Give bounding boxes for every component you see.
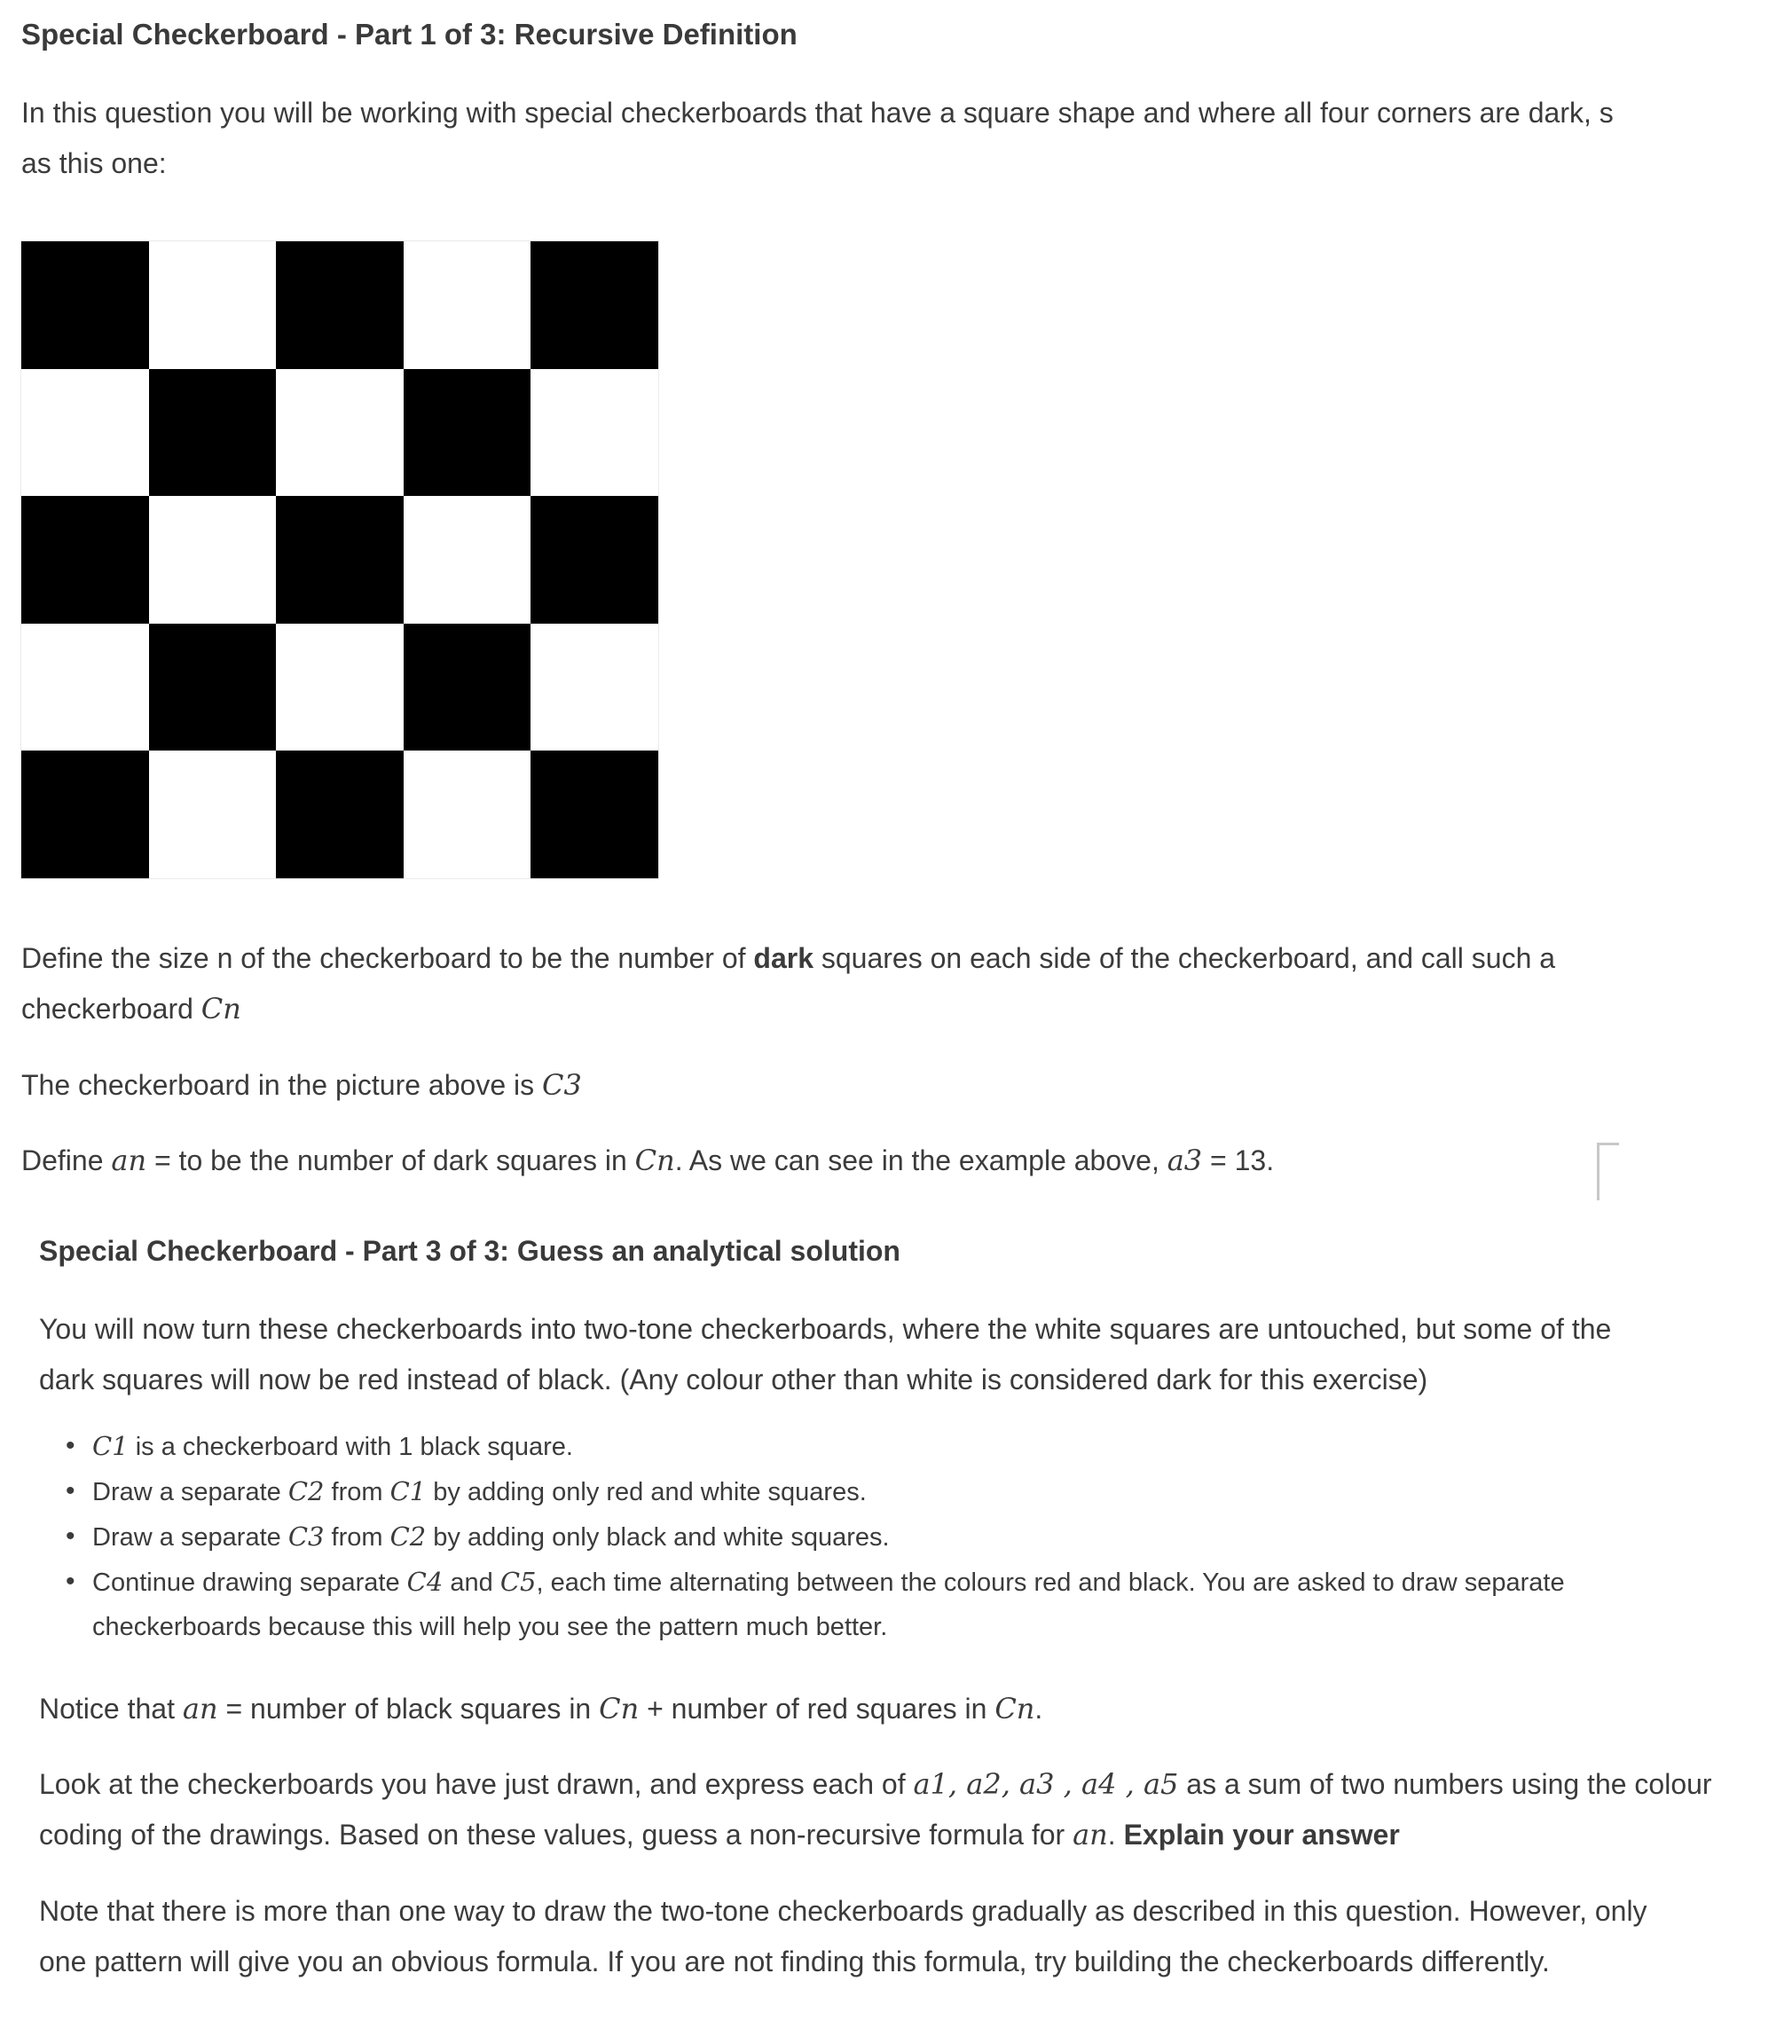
dark-square [531,496,658,624]
define-size-line2-text: checkerboard [21,993,201,1025]
list-item [39,1560,1565,1649]
light-square [404,241,531,369]
light-square [404,496,531,624]
look-line-2 [39,1810,1400,1860]
checkerboard-image [21,241,658,878]
notice-text-a: Notice that [39,1693,183,1725]
look-text-b: as a sum of two numbers using the colour [1178,1768,1712,1800]
light-square [21,369,149,497]
math-c1: C1 [389,1476,427,1506]
explain-answer-bold: Explain your answer [1123,1819,1400,1851]
dark-square [404,624,531,751]
math-cn-2: Cn [634,1144,675,1177]
dark-square [21,496,149,624]
an-text-c: . As we can see in the example above, [674,1144,1167,1176]
dark-square [149,624,277,751]
dark-square [149,369,277,497]
an-text-b: = to be the number of dark squares in [146,1144,635,1176]
bullet4-text-b: and [443,1568,500,1597]
math-cn: Cn [599,1692,640,1726]
look-line2-text-a: coding of the drawings. Based on these values, guess a non-recursive formula for [39,1819,1073,1851]
math-c3: C3 [287,1521,325,1552]
text-cursor-bracket [1597,1143,1619,1200]
math-c5: C5 [499,1567,537,1597]
an-text-a: Define [21,1144,112,1176]
dark-square [21,241,149,369]
math-a3: a3 [1167,1144,1203,1177]
instructions-list [39,1424,1565,1649]
bullet4-text-c: , each time alternating between the colours red and black. You are asked to draw separate [536,1568,1565,1597]
dark-square [531,751,658,878]
dark-square [276,241,404,369]
part1-title: Special Checkerboard - Part 1 of 3: Recursive Definition [21,18,798,51]
notice-text-d: . [1034,1693,1043,1725]
bullet2-text-b: from [324,1478,390,1506]
light-square [531,624,658,751]
define-size-bold: dark [753,942,813,974]
look-line2-text-b: . [1107,1819,1124,1851]
dark-square [276,751,404,878]
define-size-text-b: squares on each side of the checkerboard, and call such a [813,942,1556,974]
list-item [39,1514,1565,1560]
light-square [276,369,404,497]
math-c1: C1 [92,1431,129,1461]
notice-line [39,1684,1042,1734]
dark-square [404,369,531,497]
note-line-2: one pattern will give you an obvious formula. If you are not finding this formula, try building the checkerboards differently. [39,1946,1550,1977]
bullet3-text-c: by adding only black and white squares. [426,1523,890,1552]
part3-para1-line1: You will now turn these checkerboards into two-tone checkerboards, where the white squares are untouched, but some of the [39,1313,1612,1345]
bullet4-text-a: Continue drawing separate [92,1568,407,1597]
define-size-text-a: Define the size n of the checkerboard to be the number of [21,942,754,974]
dark-square [531,241,658,369]
list-item [39,1424,1565,1469]
list-item [39,1469,1565,1514]
bullet1-text: is a checkerboard with 1 black square. [128,1433,573,1461]
light-square [404,751,531,878]
picture-text: The checkerboard in the picture above is [21,1069,542,1101]
math-c3: C3 [542,1068,582,1102]
note-line-1: Note that there is more than one way to draw the two-tone checkerboards gradually as described in this question. However, only [39,1895,1647,1927]
notice-text-c: + number of red squares in [639,1693,995,1725]
math-an: an [182,1692,218,1726]
math-cn: Cn [994,1692,1035,1726]
math-cn: Cn [200,992,241,1026]
notice-text-b: = number of black squares in [217,1693,600,1725]
an-definition-line [21,1136,1274,1186]
look-text-a: Look at the checkerboards you have just drawn, and express each of [39,1768,914,1800]
intro-line-2: as this one: [21,147,167,179]
picture-line [21,1060,582,1111]
bullet3-text-a: Draw a separate [92,1523,288,1552]
an-text-d: = 13. [1202,1144,1275,1176]
look-line-1 [39,1759,1712,1810]
bullet3-text-b: from [324,1523,390,1552]
light-square [149,751,277,878]
light-square [276,624,404,751]
define-size-line-2 [21,984,241,1034]
part3-para1-line2: dark squares will now be red instead of black. (Any colour other than white is considered dark for this exercise) [39,1364,1428,1395]
bullet4-line2: checkerboards because this will help you see the pattern much better. [92,1613,888,1641]
math-an: an [111,1144,147,1177]
define-size-line-1 [21,933,1555,984]
math-a-sequence: a1, a2, a3 , a4 , a5 [913,1767,1179,1801]
part3-title: Special Checkerboard - Part 3 of 3: Guess an analytical solution [39,1235,900,1267]
light-square [21,624,149,751]
math-c2: C2 [287,1476,325,1506]
bullet2-text-c: by adding only red and white squares. [426,1478,867,1506]
intro-line-1: In this question you will be working with special checkerboards that have a square shape and where all four corners are dark, s [21,97,1614,129]
dark-square [21,751,149,878]
math-c2: C2 [389,1521,427,1552]
light-square [149,496,277,624]
light-square [531,369,658,497]
math-an: an [1073,1818,1108,1851]
dark-square [276,496,404,624]
math-c4: C4 [406,1567,444,1597]
light-square [149,241,277,369]
bullet2-text-a: Draw a separate [92,1478,288,1506]
